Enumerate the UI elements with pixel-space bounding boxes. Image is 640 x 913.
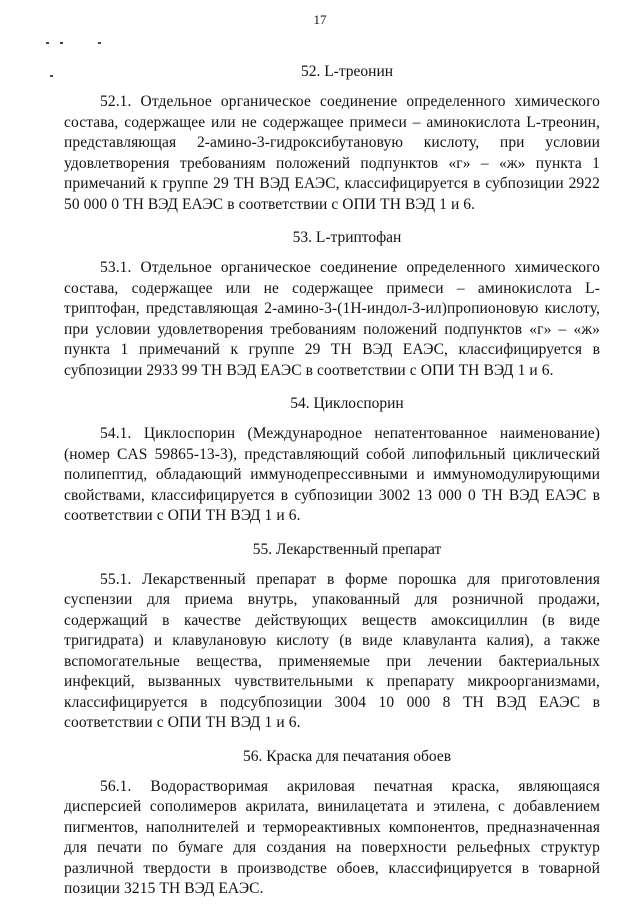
scan-speck <box>50 75 53 77</box>
section-heading: 52. L-треонин <box>300 63 394 80</box>
section-paragraph: 55.1. Лекарственный препарат в форме порошка для приготовления суспензии для приема внутрь, упакованный для розничной продажи, содержащий в качестве действующих веществ амоксициллин (в виде тригидрата) и клавулановую кислоту (в виде клавуланта калия), а также вспомогательные вещества, применяемые при лечении бактериальных инфекций, вызванных чувствительными к препарату микроорганизмами, классифицируется в подсубпозиции 3004 10 000 8 ТН ВЭД ЕАЭС в соответствии с ОПИ ТН ВЭД 1 и 6. <box>64 570 600 731</box>
section-heading: 56. Краска для печатания обоев <box>242 747 452 765</box>
section-paragraph: 52.1. Отдельное органическое соединение определенного химического состава, содержащее или не содержащее примеси – аминокислота L-треонин, представляющая 2-амино-3-гидроксибутановую кислоту, при условии удовлетворения требованиям положений подпунктов «г» – «ж» пункта 1 примечаний к группе 29 ТН ВЭД ЕАЭС, классифицируется в субпозиции 2922 50 000 0 ТН ВЭД ЕАЭС в соответствии с ОПИ ТН ВЭД 1 и 6. <box>64 93 600 213</box>
section-56 <box>64 747 600 900</box>
section-heading: 55. Лекарственный препарат <box>252 540 442 558</box>
section-55 <box>64 540 600 734</box>
scan-speck <box>60 42 63 44</box>
section-heading: 54. Циклоспорин <box>290 395 404 412</box>
scan-speck <box>46 42 49 44</box>
section-53 <box>64 228 600 381</box>
section-52 <box>64 62 600 215</box>
document-body <box>64 62 600 913</box>
page-number: 17 <box>313 12 327 27</box>
section-heading: 53. L-триптофан <box>292 229 402 246</box>
section-paragraph: 54.1. Циклоспорин (Международное непатентованное наименование) (номер CAS 59865-13-3), представляющий собой липофильный циклический полипептид, обладающий иммунодепрессивными и иммуномодулирующими свойствами, классифицируется в субпозиции 3002 13 000 0 ТН ВЭД ЕАЭС в соответствии с ОПИ ТН ВЭД 1 и 6. <box>64 425 600 524</box>
scan-speck <box>98 42 101 44</box>
section-paragraph: 53.1. Отдельное органическое соединение определенного химического состава, содержащее или не содержащее примеси – аминокислота L-триптофан, представляющая 2-амино-3-(1Н-индол-3-ил)пропионовую кислоту, при условии удовлетворения требованиям положений подпунктов «г» – «ж» пункта 1 примечаний к группе 29 ТН ВЭД ЕАЭС, классифицируется в субпозиции 2933 99 ТН ВЭД ЕАЭС в соответствии с ОПИ ТН ВЭД 1 и 6. <box>64 259 600 379</box>
section-paragraph: 56.1. Водорастворимая акриловая печатная краска, являющаяся дисперсией сополимеров акрилата, винилацетата и этилена, с добавлением пигментов, наполнителей и термореактивных компонентов, предназначенная для печати по бумаге для создания на поверхности рельефных структур различной твердости в производстве обоев, классифицируется в товарной позиции 3215 ТН ВЭД ЕАЭС. <box>64 777 600 897</box>
section-54 <box>64 394 600 527</box>
